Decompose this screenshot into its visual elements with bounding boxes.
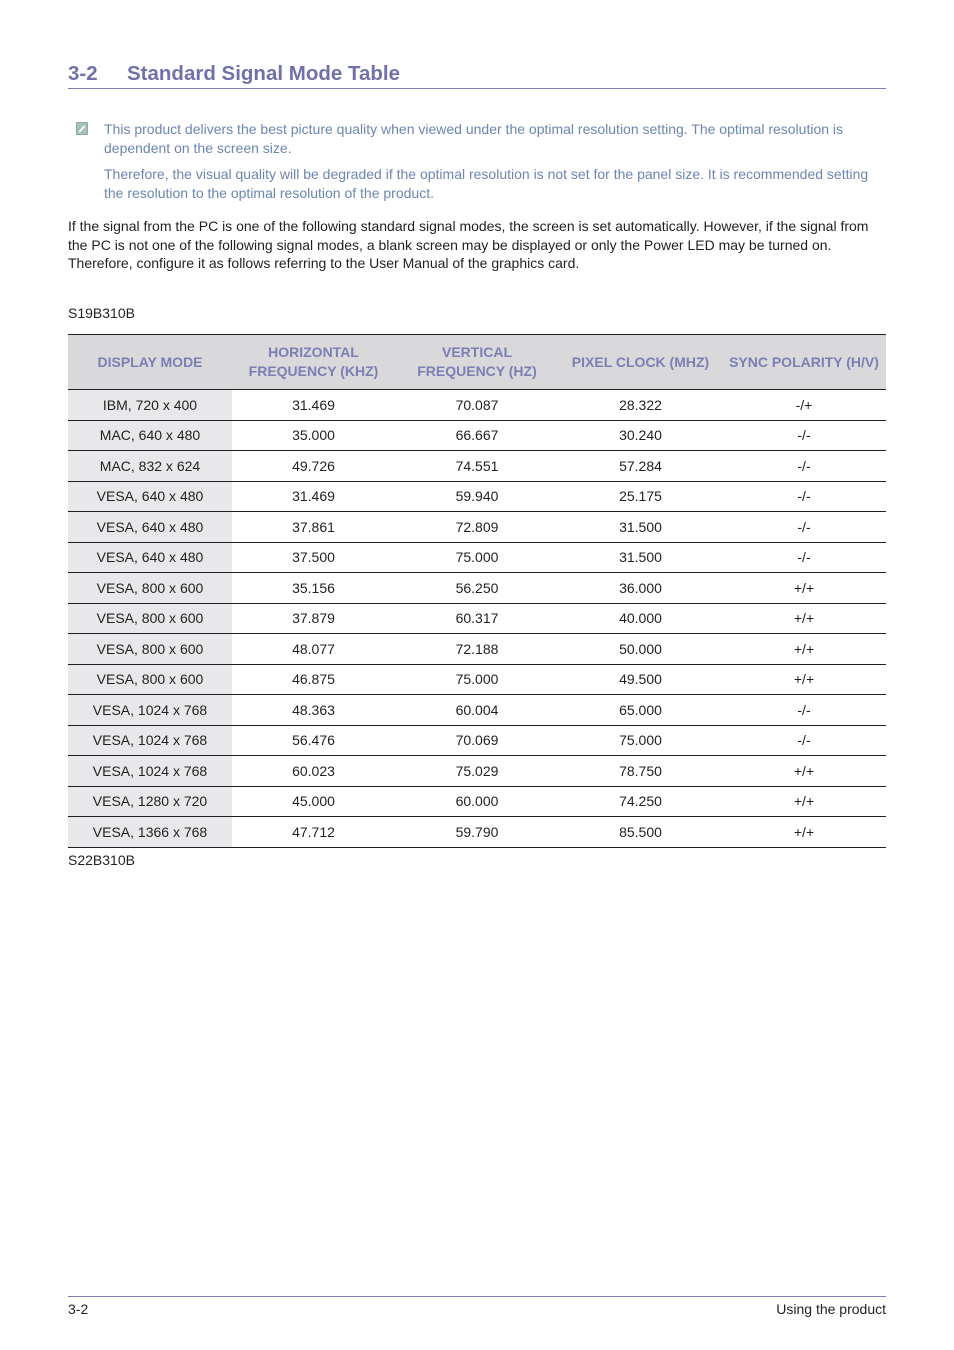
cell-sync-polarity: -/- xyxy=(722,695,886,726)
cell-display-mode: MAC, 640 x 480 xyxy=(68,420,232,451)
cell-pixel-clock: 31.500 xyxy=(559,542,722,573)
note-text-2: Therefore, the visual quality will be degraded if the optimal resolution is not set for the panel size. It is recommended setting the resolution to the optimal resolution of the product. xyxy=(104,166,869,201)
cell-display-mode: IBM, 720 x 400 xyxy=(68,390,232,421)
note-text-1: This product delivers the best picture quality when viewed under the optimal resolution setting. The optimal resolution is dependent on the screen size. xyxy=(104,121,844,156)
cell-horizontal-frequency: 48.363 xyxy=(232,695,395,726)
cell-sync-polarity: +/+ xyxy=(722,603,886,634)
cell-vertical-frequency: 70.069 xyxy=(395,725,559,756)
cell-horizontal-frequency: 49.726 xyxy=(232,451,395,482)
table-row xyxy=(68,420,886,451)
model-label-s19: S19B310B xyxy=(68,305,135,321)
cell-sync-polarity: -/+ xyxy=(722,390,886,421)
cell-horizontal-frequency: 46.875 xyxy=(232,664,395,695)
header-pixel-clock: PIXEL CLOCK (MHZ) xyxy=(559,335,722,390)
cell-horizontal-frequency: 37.879 xyxy=(232,603,395,634)
cell-horizontal-frequency: 47.712 xyxy=(232,817,395,848)
cell-sync-polarity: -/- xyxy=(722,542,886,573)
section-heading xyxy=(68,62,886,89)
cell-vertical-frequency: 60.004 xyxy=(395,695,559,726)
cell-display-mode: VESA, 1024 x 768 xyxy=(68,756,232,787)
table-row xyxy=(68,512,886,543)
cell-horizontal-frequency: 37.861 xyxy=(232,512,395,543)
table-row xyxy=(68,725,886,756)
cell-vertical-frequency: 59.790 xyxy=(395,817,559,848)
cell-display-mode: VESA, 800 x 600 xyxy=(68,664,232,695)
footer-page-number: 3-2 xyxy=(68,1301,89,1317)
table-row xyxy=(68,695,886,726)
cell-display-mode: VESA, 800 x 600 xyxy=(68,634,232,665)
table-row xyxy=(68,786,886,817)
cell-pixel-clock: 85.500 xyxy=(559,817,722,848)
cell-vertical-frequency: 75.029 xyxy=(395,756,559,787)
table-row xyxy=(68,451,886,482)
cell-vertical-frequency: 70.087 xyxy=(395,390,559,421)
cell-sync-polarity: +/+ xyxy=(722,573,886,604)
intro-paragraph: If the signal from the PC is one of the following standard signal modes, the screen is set automatically. However, if the signal from the PC is not one of the following signal modes, a blank screen may be displayed or only the Power LED may be turned on. Therefore, configure it as follows referring to the User Manual of the graphics card. xyxy=(68,218,869,271)
model-label-s22: S22B310B xyxy=(68,852,135,868)
cell-horizontal-frequency: 35.000 xyxy=(232,420,395,451)
cell-sync-polarity: -/- xyxy=(722,512,886,543)
cell-display-mode: VESA, 1024 x 768 xyxy=(68,695,232,726)
cell-pixel-clock: 49.500 xyxy=(559,664,722,695)
table-row xyxy=(68,603,886,634)
cell-display-mode: VESA, 1280 x 720 xyxy=(68,786,232,817)
cell-sync-polarity: -/- xyxy=(722,481,886,512)
cell-display-mode: VESA, 640 x 480 xyxy=(68,481,232,512)
table-row xyxy=(68,817,886,848)
cell-vertical-frequency: 74.551 xyxy=(395,451,559,482)
cell-sync-polarity: +/+ xyxy=(722,634,886,665)
cell-sync-polarity: -/- xyxy=(722,725,886,756)
cell-pixel-clock: 75.000 xyxy=(559,725,722,756)
footer-divider xyxy=(68,1296,886,1297)
cell-display-mode: VESA, 800 x 600 xyxy=(68,603,232,634)
cell-display-mode: VESA, 1024 x 768 xyxy=(68,725,232,756)
cell-pixel-clock: 40.000 xyxy=(559,603,722,634)
cell-sync-polarity: +/+ xyxy=(722,786,886,817)
cell-vertical-frequency: 56.250 xyxy=(395,573,559,604)
cell-pixel-clock: 50.000 xyxy=(559,634,722,665)
cell-vertical-frequency: 72.809 xyxy=(395,512,559,543)
cell-sync-polarity: +/+ xyxy=(722,756,886,787)
cell-pixel-clock: 74.250 xyxy=(559,786,722,817)
table-row xyxy=(68,664,886,695)
cell-pixel-clock: 78.750 xyxy=(559,756,722,787)
table-row xyxy=(68,542,886,573)
cell-display-mode: VESA, 800 x 600 xyxy=(68,573,232,604)
cell-pixel-clock: 65.000 xyxy=(559,695,722,726)
cell-horizontal-frequency: 35.156 xyxy=(232,573,395,604)
signal-mode-table xyxy=(68,334,886,848)
cell-vertical-frequency: 60.000 xyxy=(395,786,559,817)
cell-display-mode: VESA, 640 x 480 xyxy=(68,542,232,573)
header-horizontal-frequency: HORIZONTAL FREQUENCY (KHZ) xyxy=(232,335,395,390)
table-header-row xyxy=(68,335,886,390)
cell-vertical-frequency: 60.317 xyxy=(395,603,559,634)
cell-sync-polarity: +/+ xyxy=(722,817,886,848)
cell-horizontal-frequency: 31.469 xyxy=(232,390,395,421)
cell-vertical-frequency: 75.000 xyxy=(395,542,559,573)
table-row xyxy=(68,573,886,604)
cell-vertical-frequency: 66.667 xyxy=(395,420,559,451)
header-display-mode: DISPLAY MODE xyxy=(68,335,232,390)
table-row xyxy=(68,481,886,512)
table-row xyxy=(68,756,886,787)
note-pencil-icon xyxy=(76,122,88,135)
cell-horizontal-frequency: 31.469 xyxy=(232,481,395,512)
cell-pixel-clock: 30.240 xyxy=(559,420,722,451)
cell-pixel-clock: 25.175 xyxy=(559,481,722,512)
cell-vertical-frequency: 59.940 xyxy=(395,481,559,512)
cell-pixel-clock: 28.322 xyxy=(559,390,722,421)
cell-horizontal-frequency: 48.077 xyxy=(232,634,395,665)
cell-pixel-clock: 36.000 xyxy=(559,573,722,604)
table-row xyxy=(68,634,886,665)
cell-pixel-clock: 31.500 xyxy=(559,512,722,543)
cell-display-mode: VESA, 1366 x 768 xyxy=(68,817,232,848)
cell-display-mode: MAC, 832 x 624 xyxy=(68,451,232,482)
cell-sync-polarity: -/- xyxy=(722,420,886,451)
cell-sync-polarity: +/+ xyxy=(722,664,886,695)
cell-sync-polarity: -/- xyxy=(722,451,886,482)
header-vertical-frequency: VERTICAL FREQUENCY (HZ) xyxy=(395,335,559,390)
cell-horizontal-frequency: 60.023 xyxy=(232,756,395,787)
cell-pixel-clock: 57.284 xyxy=(559,451,722,482)
cell-horizontal-frequency: 37.500 xyxy=(232,542,395,573)
table-row xyxy=(68,390,886,421)
cell-vertical-frequency: 75.000 xyxy=(395,664,559,695)
cell-display-mode: VESA, 640 x 480 xyxy=(68,512,232,543)
section-title: Standard Signal Mode Table xyxy=(127,62,400,85)
cell-horizontal-frequency: 45.000 xyxy=(232,786,395,817)
cell-vertical-frequency: 72.188 xyxy=(395,634,559,665)
cell-horizontal-frequency: 56.476 xyxy=(232,725,395,756)
footer-chapter-title: Using the product xyxy=(776,1301,886,1317)
section-number: 3-2 xyxy=(68,62,98,85)
header-sync-polarity: SYNC POLARITY (H/V) xyxy=(722,335,886,390)
